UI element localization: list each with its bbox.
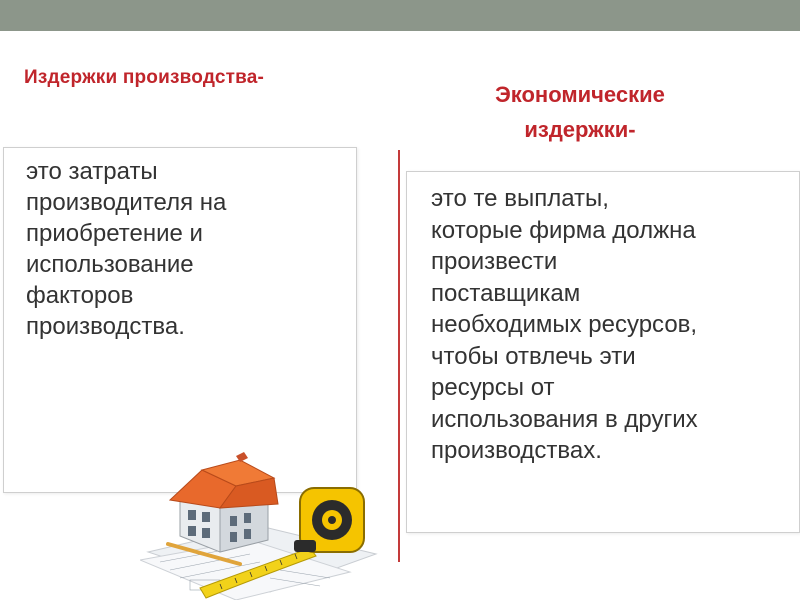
left-heading: Издержки производства- — [24, 67, 265, 88]
left-definition-box — [3, 147, 357, 493]
right-definition-text: это те выплаты, которые фирма должна произвести поставщикам необходимых ресурсов, чтобы отвлечь эти ресурсы от использования в других производствах. — [431, 185, 698, 464]
right-definition-box — [406, 171, 800, 533]
divider — [398, 150, 400, 562]
top-bar — [0, 0, 800, 31]
house-with-tape-measure-icon — [140, 452, 380, 600]
left-definition-text: это затраты производителя на приобретение и использование факторов производства. — [26, 158, 227, 340]
right-heading: Экономические издержки- — [495, 82, 665, 142]
